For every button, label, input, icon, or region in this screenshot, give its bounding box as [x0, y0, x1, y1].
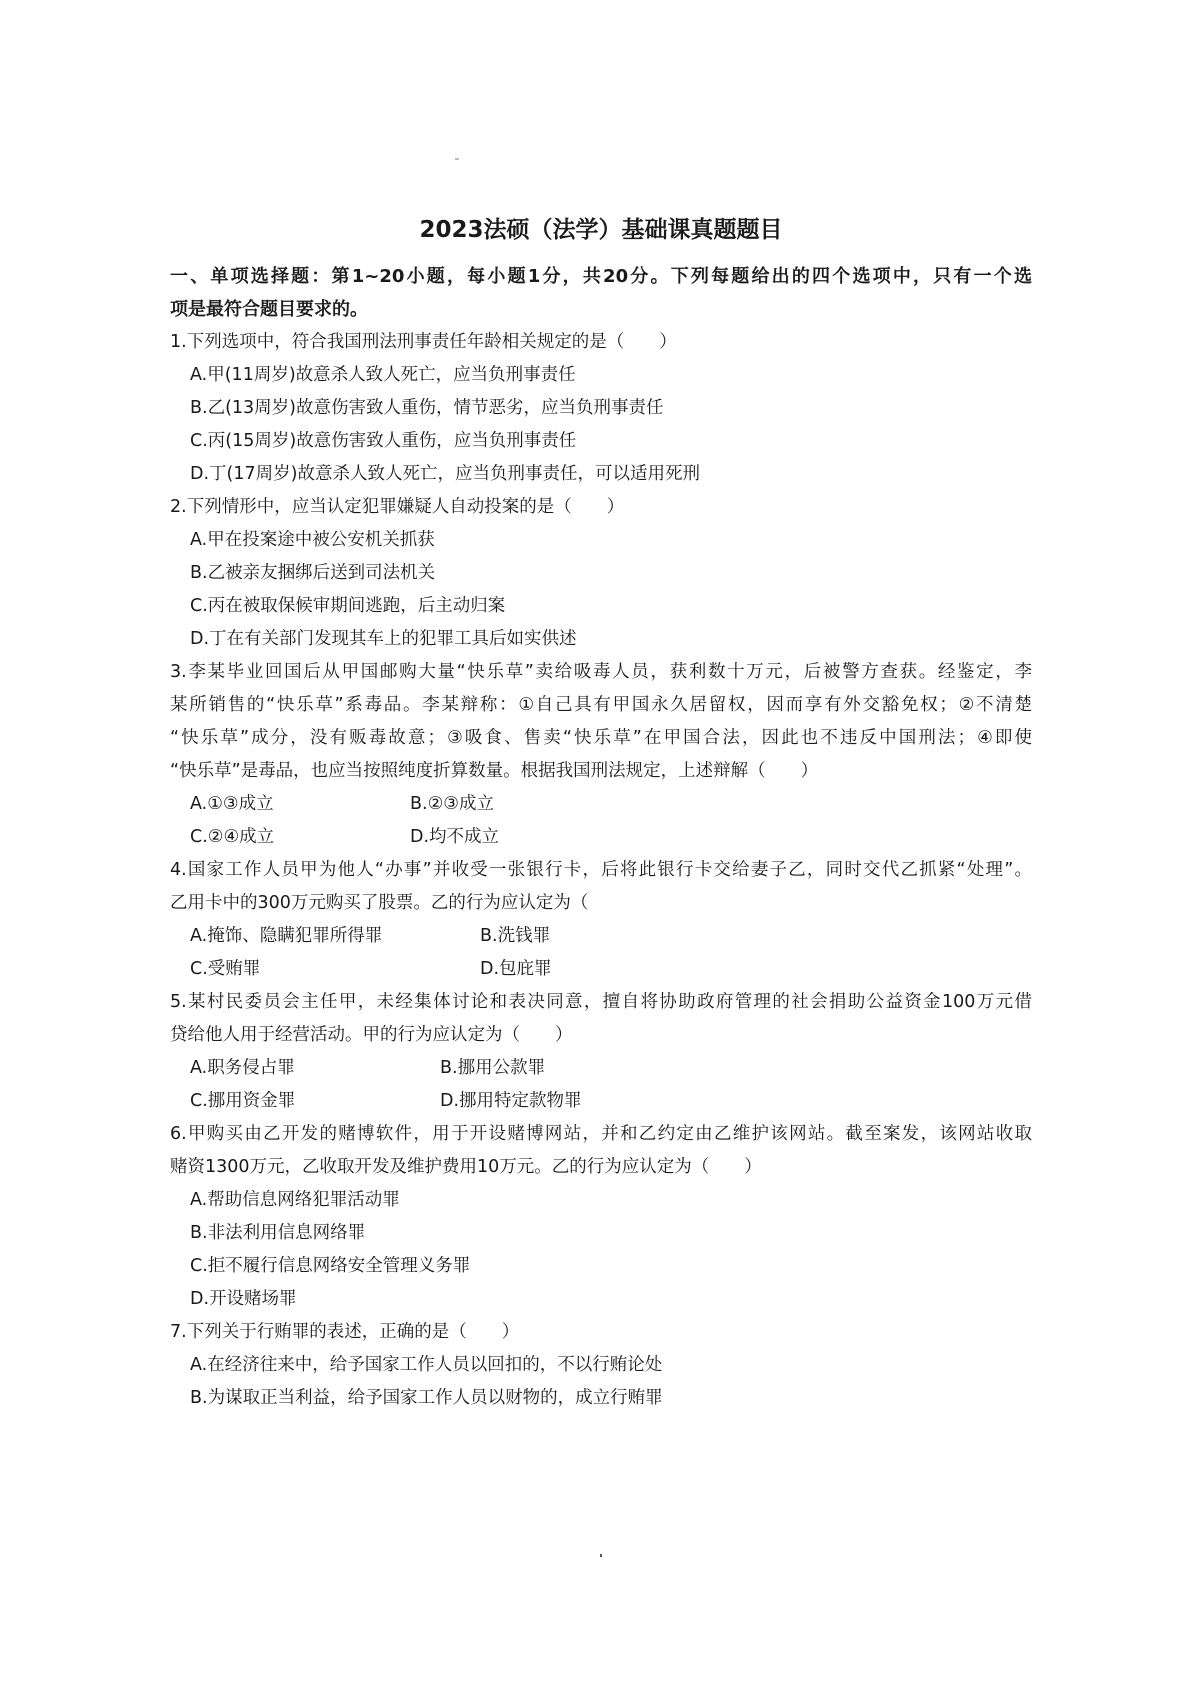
option-d: D.丁(17周岁)故意杀人致人死亡，应当负刑事责任，可以适用死刑 [190, 464, 700, 484]
option-row [170, 1052, 1032, 1085]
option-row [170, 953, 1032, 986]
option-c: C.丙(15周岁)故意伤害致人重伤，应当负刑事责任 [190, 431, 577, 451]
option-d: D.丁在有关部门发现其车上的犯罪工具后如实供述 [190, 629, 577, 649]
option-b: B.挪用公款罪 [440, 1058, 546, 1078]
question-4 [170, 854, 1032, 986]
option-a: A.职务侵占罪 [190, 1058, 295, 1078]
option-c: C.丙在被取保候审期间逃跑，后主动归案 [190, 596, 506, 616]
option-a: A.甲在投案途中被公安机关抓获 [190, 530, 435, 550]
page-title: 2023法硕（法学）基础课真题题目 [419, 217, 783, 243]
option-b: B.乙被亲友捆绑后送到司法机关 [190, 563, 436, 583]
section-instructions-line: 一、单项选择题：第1~20小题，每小题1分，共20分。下列每题给出的四个选项中，只有一个选 [170, 266, 1032, 287]
question-text: “快乐草”是毒品，也应当按照纯度折算数量。根据我国刑法规定，上述辩解（ ） [170, 761, 819, 781]
option-a: A.在经济往来中，给予国家工作人员以回扣的，不以行贿论处 [190, 1355, 663, 1375]
option-d: D.均不成立 [410, 827, 500, 847]
question-text: 3.李某毕业回国后从甲国邮购大量“快乐草”卖给吸毒人员，获利数十万元，后被警方查获。经鉴定，李 [170, 662, 1032, 682]
question-2 [170, 491, 1032, 656]
question-7 [170, 1316, 1032, 1415]
option-d: D.开设赌场罪 [190, 1289, 297, 1309]
scan-mark [600, 1554, 602, 1557]
question-3 [170, 656, 1032, 854]
question-text: 赌资1300万元，乙收取开发及维护费用10万元。乙的行为应认定为（ ） [170, 1157, 762, 1177]
option-a: A.甲(11周岁)故意杀人致人死亡，应当负刑事责任 [190, 365, 576, 385]
section-instructions-line: 项是最符合题目要求的。 [170, 299, 368, 320]
option-row [170, 920, 1032, 953]
option-row [170, 1085, 1032, 1118]
question-6 [170, 1118, 1032, 1316]
option-row [170, 821, 1032, 854]
scan-speck [455, 158, 459, 160]
option-a: A.①③成立 [190, 794, 274, 814]
option-c: C.受贿罪 [190, 959, 261, 979]
question-text: 乙用卡中的300万元购买了股票。乙的行为应认定为（ [170, 893, 589, 913]
option-c: C.拒不履行信息网络安全管理义务罪 [190, 1256, 471, 1276]
question-text: 2.下列情形中，应当认定犯罪嫌疑人自动投案的是（ ） [170, 497, 625, 517]
question-text: 贷给他人用于经营活动。甲的行为应认定为（ ） [170, 1025, 573, 1045]
question-text: 某所销售的“快乐草”系毒品。李某辩称：①自己具有甲国永久居留权，因而享有外交豁免权；②不清楚 [170, 695, 1032, 715]
option-b: B.②③成立 [410, 794, 494, 814]
option-c: C.挪用资金罪 [190, 1091, 296, 1111]
question-text: “快乐草”成分，没有贩毒故意；③吸食、售卖“快乐草”在甲国合法，因此也不违反中国刑法；④即使 [170, 728, 1032, 748]
option-b: B.洗钱罪 [480, 926, 551, 946]
question-text: 4.国家工作人员甲为他人“办事”并收受一张银行卡，后将此银行卡交给妻子乙，同时交代乙抓紧“处理”。 [170, 860, 1032, 880]
question-1 [170, 326, 1032, 491]
question-5 [170, 986, 1032, 1118]
question-text: 5.某村民委员会主任甲，未经集体讨论和表决同意，擅自将协助政府管理的社会捐助公益资金100万元借 [170, 992, 1032, 1012]
option-d: D.挪用特定款物罪 [440, 1091, 582, 1111]
option-c: C.②④成立 [190, 827, 275, 847]
question-text: 7.下列关于行贿罪的表述，正确的是（ ） [170, 1322, 520, 1342]
option-row [170, 788, 1032, 821]
option-b: B.非法利用信息网络罪 [190, 1223, 366, 1243]
option-a: A.掩饰、隐瞒犯罪所得罪 [190, 926, 383, 946]
exam-page [170, 210, 1032, 1415]
option-d: D.包庇罪 [480, 959, 552, 979]
option-b: B.乙(13周岁)故意伤害致人重伤，情节恶劣，应当负刑事责任 [190, 398, 664, 418]
question-text: 1.下列选项中，符合我国刑法刑事责任年龄相关规定的是（ ） [170, 332, 677, 352]
question-text: 6.甲购买由乙开发的赌博软件，用于开设赌博网站，并和乙约定由乙维护该网站。截至案发，该网站收取 [170, 1124, 1032, 1144]
option-a: A.帮助信息网络犯罪活动罪 [190, 1190, 400, 1210]
option-b: B.为谋取正当利益，给予国家工作人员以财物的，成立行贿罪 [190, 1388, 663, 1408]
